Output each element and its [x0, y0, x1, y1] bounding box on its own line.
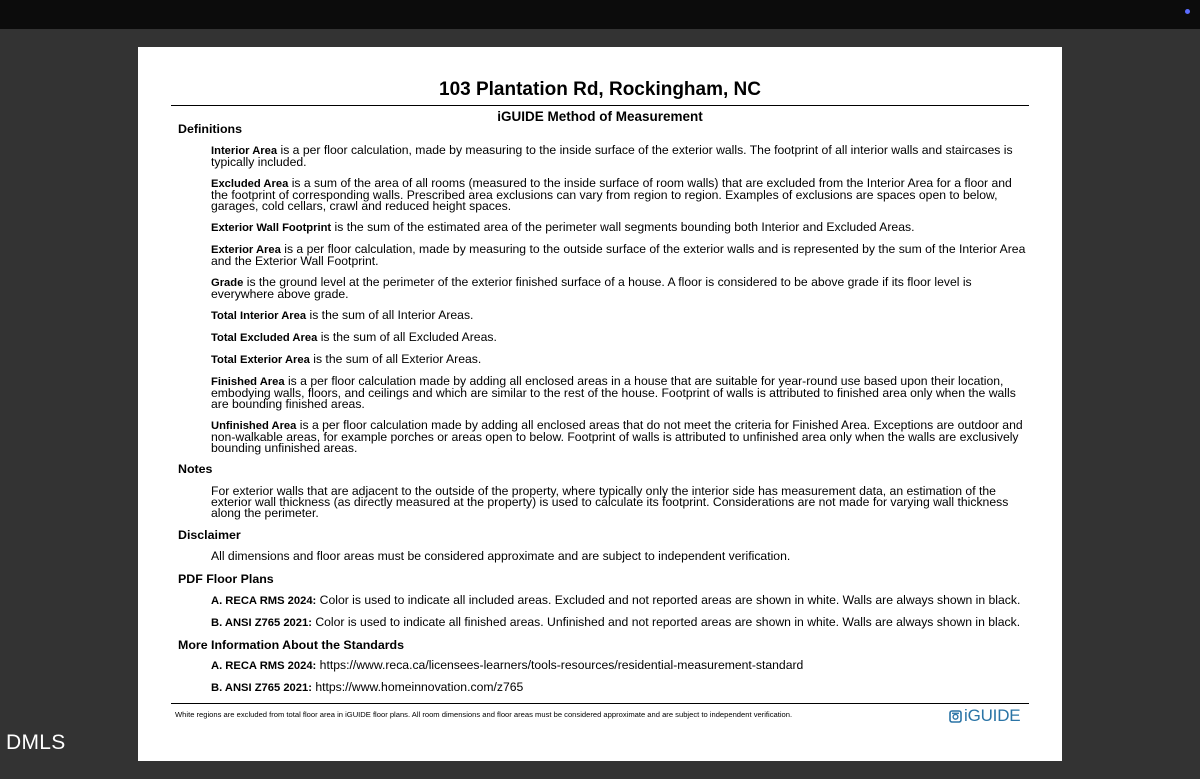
document-page [138, 47, 1062, 761]
iguide-logo-text: iGUIDE [964, 706, 1021, 725]
pdf-item-ansi: B. ANSI Z765 2021: Color is used to indicate all finished areas. Unfinished and not reported areas are shown in white. Walls are always shown in black. [211, 615, 1021, 629]
definition-total-exterior-area: Total Exterior Area is the sum of all Exterior Areas. [211, 352, 482, 366]
iguide-logo [949, 706, 1020, 726]
section-heading-disclaimer: Disclaimer [178, 528, 241, 542]
definition-total-excluded-area: Total Excluded Area is the sum of all Excluded Areas. [211, 330, 497, 344]
iguide-logo-icon [949, 710, 962, 723]
footer-rule [171, 703, 1029, 704]
definition-unfinished-area: Unfinished Area is a per floor calculation made by adding all enclosed areas that do not meet the criteria for Finished Area. Exceptions are outdoor and non-walkable areas, for example porches or areas open to below. Footprint of walls is attributed to unfinished area only when the walls are exclusively bounding unfinished areas. [211, 418, 1023, 455]
title-rule [171, 105, 1029, 106]
top-bar [0, 0, 1200, 29]
definition-total-interior-area: Total Interior Area is the sum of all Interior Areas. [211, 308, 474, 322]
definition-exterior-area: Exterior Area is a per floor calculation, made by measuring to the outside surface of the exterior walls and is represented by the sum of the Interior Area and the Exterior Wall Footprint. [211, 242, 1026, 268]
section-heading-notes: Notes [178, 462, 213, 476]
section-heading-more-information: More Information About the Standards [178, 638, 405, 652]
more-item-ansi-link[interactable]: B. ANSI Z765 2021: https://www.homeinnovation.com/z765 [211, 680, 524, 694]
notes-text: For exterior walls that are adjacent to the outside of the property, where typically only the interior side has measurement data, an estimation of the exterior wall thickness (as directly measured at the property) is used to calculate its footprint. Considerations are not made for varying wall thickness along the perimeter. [211, 484, 1009, 520]
definition-finished-area: Finished Area is a per floor calculation made by adding all enclosed areas in a house that are suitable for year-round use based upon their location, embodying walls, floors, and ceilings and which are similar to the rest of the house. Footprint of walls is attributed to finished area only when the walls are bounding finished areas. [211, 374, 1016, 411]
footer-note: White regions are excluded from total floor area in iGUIDE floor plans. All room dimensions and floor areas must be considered approximate and are subject to independent verification. [175, 710, 793, 719]
dmls-watermark: DMLS [6, 731, 66, 754]
pdf-item-reca: A. RECA RMS 2024: Color is used to indicate all included areas. Excluded and not reported areas are shown in white. Walls are always shown in black. [211, 593, 1021, 607]
definition-interior-area: Interior Area is a per floor calculation, made by measuring to the inside surface of the exterior walls. The footprint of all interior walls and staircases is typically included. [211, 143, 1013, 169]
disclaimer-text: All dimensions and floor areas must be considered approximate and are subject to independent verification. [211, 549, 791, 563]
status-dot-icon [1185, 9, 1190, 14]
more-item-reca-link[interactable]: A. RECA RMS 2024: https://www.reca.ca/licensees-learners/tools-resources/residential-measurement-standard [211, 658, 804, 672]
page-title: 103 Plantation Rd, Rockingham, NC [439, 79, 761, 100]
definition-excluded-area: Excluded Area is a sum of the area of all rooms (measured to the inside surface of room walls) that are excluded from the Interior Area for a floor and the footprint of corresponding walls. Prescribed area exclusions can vary from region to region. Examples of exclusions are spaces open to below, garages, cold cellars, crawl and reduced height spaces. [211, 176, 1012, 213]
section-heading-definitions: Definitions [178, 122, 243, 136]
page-subtitle: iGUIDE Method of Measurement [497, 109, 703, 124]
definition-exterior-wall-footprint: Exterior Wall Footprint is the sum of the estimated area of the perimeter wall segments bounding both Interior and Excluded Areas. [211, 220, 915, 234]
section-heading-pdf-floor-plans: PDF Floor Plans [178, 572, 274, 586]
definition-grade: Grade is the ground level at the perimeter of the exterior finished surface of a house. A floor is considered to be above grade if its floor level is everywhere above grade. [211, 275, 972, 301]
